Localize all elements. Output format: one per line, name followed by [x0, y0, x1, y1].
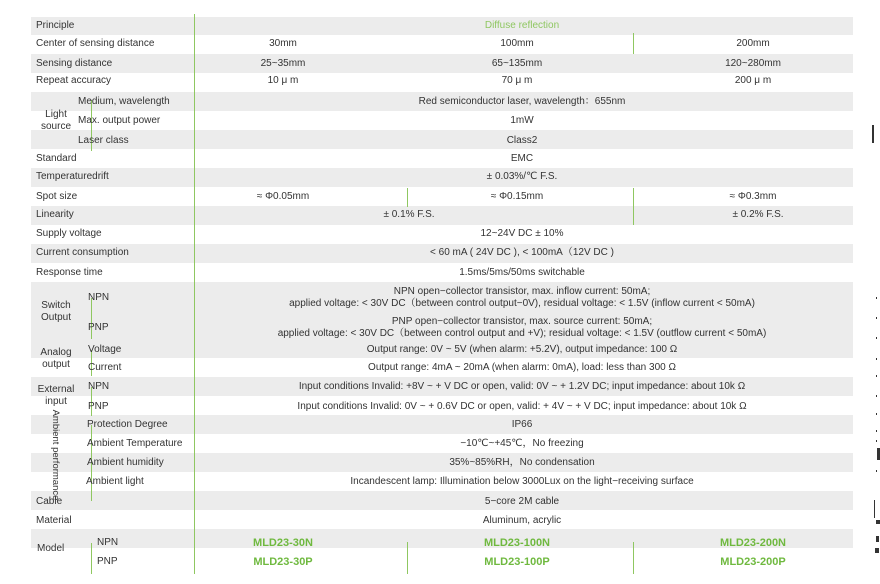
edge-mark — [876, 536, 879, 542]
label-an-v: Voltage — [88, 344, 122, 355]
value-model-npn-2: MLD23-100N — [483, 537, 551, 549]
value-ex-npn: Input conditions Invalid: +8V ~ + V DC or open, valid: 0V ~ + 1.2V DC; input impedance: about 10k Ω — [298, 381, 746, 392]
edge-mark — [876, 520, 880, 524]
label-linearity: Linearity — [36, 209, 74, 220]
value-ex-pnp: Input conditions Invalid: 0V ~ + 0.6V DC or open, valid: + 4V ~ + V DC; input impedance: about 10k Ω — [297, 401, 747, 412]
value-repeat-1: 10 μ m — [267, 75, 299, 86]
value-current: < 60 mA ( 24V DC ), < 100mA（12V DC ) — [430, 247, 614, 258]
value-cable: 5−core 2M cable — [484, 496, 560, 507]
label-ex-npn: NPN — [88, 381, 110, 392]
label-sensing: Sensing distance — [36, 58, 113, 69]
label-supply: Supply voltage — [36, 228, 102, 239]
label-model-pnp: PNP — [97, 556, 118, 567]
value-sw-npn-line1: NPN open−collector transistor, max. inflow current: 50mA; — [393, 286, 651, 297]
label-ex-pnp: PNP — [88, 401, 109, 412]
value-repeat-3: 200 μ m — [734, 75, 772, 86]
label-spot: Spot size — [36, 191, 78, 202]
value-spot-1: ≈ Φ0.05mm — [256, 191, 310, 202]
edge-mark — [876, 440, 877, 442]
value-linearity-2: ± 0.2% F.S. — [732, 209, 784, 220]
label-ambhum: Ambient humidity — [87, 457, 164, 468]
edge-mark — [872, 125, 874, 143]
value-principle: Diffuse reflection — [484, 20, 560, 31]
value-sw-npn-line2: applied voltage: < 30V DC（between control output−0V), residual voltage: < 1.5V (inflow current < 50mA) — [289, 298, 755, 309]
label-sw-pnp: PNP — [88, 322, 109, 333]
value-material: Aluminum, acrylic — [482, 515, 562, 526]
value-an-c: Output range: 4mA ~ 20mA (when alarm: 0mA), load: less than 300 Ω — [368, 362, 676, 373]
group-label-ambient-performance: Ambient performance — [50, 409, 61, 501]
label-material: Material — [36, 515, 72, 526]
column-divider — [407, 188, 408, 207]
label-standard: Standard — [36, 153, 77, 164]
label-an-c: Current — [88, 362, 122, 373]
group-label-switch-group: Switch Output — [40, 300, 72, 323]
label-laserclass: Laser class — [78, 135, 129, 146]
row-band — [31, 17, 853, 35]
group-label-model: Model — [37, 543, 65, 554]
group-label-ext-group: External input — [37, 384, 75, 407]
label-sw-npn: NPN — [88, 292, 110, 303]
value-medium: Red semiconductor laser, wavelength：655nm — [418, 96, 626, 107]
edge-mark — [876, 297, 877, 299]
value-sensing-3: 120~280mm — [725, 58, 781, 69]
column-divider — [91, 543, 92, 574]
edge-mark — [876, 395, 877, 397]
value-protection: IP66 — [511, 419, 533, 430]
value-supply: 12~24V DC ± 10% — [480, 228, 564, 239]
edge-mark — [875, 548, 879, 553]
value-ambtemp: −10℃~+45℃，No freezing — [460, 438, 584, 449]
spec-table — [31, 14, 853, 574]
value-maxpower: 1mW — [510, 115, 534, 126]
edge-mark — [876, 358, 877, 360]
label-current: Current consumption — [36, 247, 129, 258]
value-response: 1.5ms/5ms/50ms switchable — [459, 267, 585, 278]
value-sensing-2: 65~135mm — [491, 58, 543, 69]
column-divider — [194, 14, 195, 574]
value-sensing-1: 25~35mm — [260, 58, 306, 69]
label-repeat: Repeat accuracy — [36, 75, 112, 86]
value-model-pnp-1: MLD23-30P — [253, 556, 313, 568]
edge-mark — [876, 413, 877, 415]
edge-mark — [874, 500, 875, 518]
value-center-3: 200mm — [736, 38, 770, 49]
edge-mark — [876, 430, 877, 432]
value-tempdrift: ± 0.03%/℃ F.S. — [486, 171, 558, 182]
label-amblight: Ambient light — [86, 476, 144, 487]
value-model-npn-3: MLD23-200N — [719, 537, 787, 549]
value-linearity-1: ± 0.1% F.S. — [383, 209, 435, 220]
label-principle: Principle — [36, 20, 75, 31]
row-band — [31, 168, 853, 187]
label-protection: Protection Degree — [87, 419, 168, 430]
value-sw-pnp-line1: PNP open−collector transistor, max. source current: 50mA; — [391, 316, 653, 327]
label-response: Response time — [36, 267, 103, 278]
value-laserclass: Class2 — [506, 135, 538, 146]
edge-mark — [876, 317, 877, 319]
label-ambtemp: Ambient Temperature — [87, 438, 183, 449]
label-maxpower: Max. output power — [78, 115, 161, 126]
value-center-1: 30mm — [269, 38, 297, 49]
edge-mark — [876, 375, 877, 377]
value-ambhum: 35%~85%RH，No condensation — [449, 457, 595, 468]
value-spot-2: ≈ Φ0.15mm — [490, 191, 544, 202]
value-repeat-2: 70 μ m — [501, 75, 533, 86]
value-model-npn-1: MLD23-30N — [253, 537, 313, 549]
label-model-npn: NPN — [97, 537, 119, 548]
column-divider — [633, 542, 634, 574]
value-sw-pnp-line2: applied voltage: < 30V DC（between control output and +V); residual voltage: < 1.5V (outflow current < 50mA) — [277, 328, 767, 339]
label-center: Center of sensing distance — [36, 38, 155, 49]
label-medium: Medium, wavelength — [78, 96, 170, 107]
value-center-2: 100mm — [500, 38, 534, 49]
value-model-pnp-3: MLD23-200P — [720, 556, 786, 568]
value-model-pnp-2: MLD23-100P — [484, 556, 550, 568]
column-divider — [633, 33, 634, 54]
column-divider — [407, 542, 408, 574]
edge-mark — [876, 337, 877, 339]
page-edge-marks — [864, 0, 880, 584]
label-cable: Cable — [36, 496, 63, 507]
row-band — [31, 130, 853, 149]
label-tempdrift: Temperaturedrift — [36, 171, 109, 182]
column-divider — [633, 206, 634, 225]
value-amblight: Incandescent lamp: Illumination below 3000Lux on the light−receiving surface — [350, 476, 694, 487]
row-band — [31, 206, 853, 225]
value-an-v: Output range: 0V ~ 5V (when alarm: +5.2V), output impedance: 100 Ω — [366, 344, 678, 355]
value-spot-3: ≈ Φ0.3mm — [729, 191, 777, 202]
group-label-analog-group: Analog output — [40, 347, 72, 370]
value-standard: EMC — [510, 153, 534, 164]
edge-mark — [876, 470, 877, 472]
group-label-light-group: Light source — [40, 109, 71, 132]
row-band — [31, 491, 853, 510]
column-divider — [633, 188, 634, 207]
